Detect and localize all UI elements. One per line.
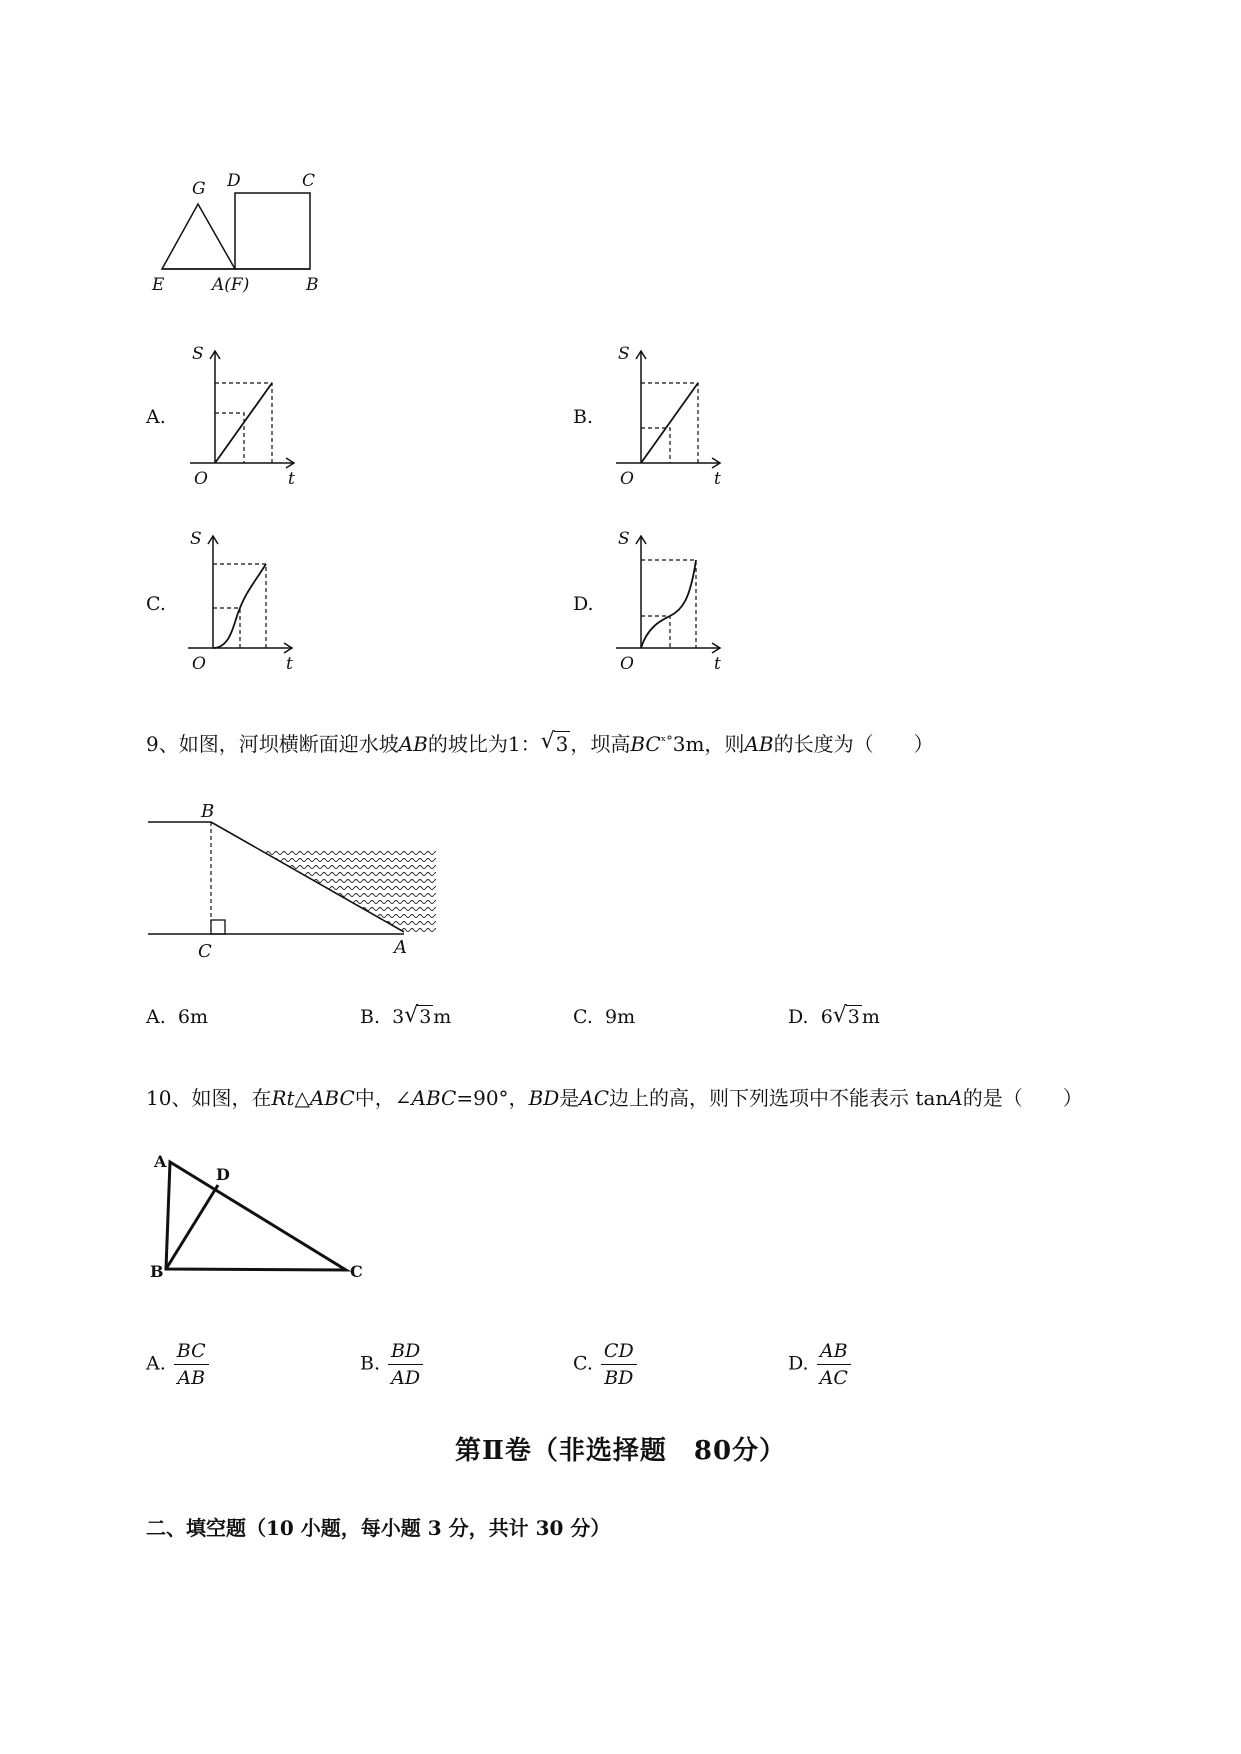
q9-text-mid3: 3m，则	[672, 732, 745, 756]
axis-s: S	[190, 529, 202, 549]
q9-text-mid2: ，坝高	[570, 732, 631, 756]
label-d: D	[227, 171, 241, 191]
q8-option-a-graph[interactable]	[186, 344, 306, 489]
q9-text-suffix: 的长度为（ ）	[773, 732, 934, 756]
q9-ab2: AB	[744, 732, 774, 756]
q8-option-b-label: B.	[573, 406, 594, 428]
axis-s: S	[192, 344, 204, 364]
axis-o: O	[194, 469, 208, 489]
tri-label-a: A	[154, 1152, 167, 1171]
label-af: A(F)	[212, 275, 250, 295]
q10-option-d[interactable]: D. $\frac{AB}{AC}$	[788, 1340, 851, 1389]
axis-t: t	[714, 469, 721, 489]
q9-stem	[146, 728, 934, 757]
dam-label-c: C	[198, 941, 212, 962]
tri-label-d: D	[216, 1165, 230, 1184]
q10-text-mid1: 中，∠	[354, 1086, 412, 1110]
q9-option-b[interactable]: B. 3 √ 3 m	[360, 1003, 452, 1028]
q10-option-a[interactable]: A. $\frac{BC}{AB}$	[146, 1340, 209, 1389]
axis-t: t	[286, 654, 293, 674]
label-b: B	[306, 275, 319, 295]
q9-text-mid1: 的坡比为1：	[427, 732, 541, 756]
axis-s: S	[618, 344, 630, 364]
label-c: C	[302, 171, 316, 191]
q9-option-d[interactable]: D. 6 √ 3 m	[788, 1003, 880, 1028]
q9-option-c[interactable]: C. 9m	[573, 1006, 636, 1028]
q10-ac: AC	[579, 1086, 610, 1110]
q10-abc: ABC	[411, 1086, 457, 1110]
q10-text-mid4: 边上的高，则下列选项中不能表示 tan	[609, 1086, 949, 1110]
q8-option-c-label: C.	[146, 593, 166, 615]
q10-text-prefix: 10、如图，在	[146, 1086, 272, 1110]
dam-figure	[146, 800, 446, 970]
axis-t: t	[714, 654, 721, 674]
q9-sqrt: √ 3	[540, 729, 569, 756]
q10-text-mid2: =90°，	[456, 1086, 529, 1110]
section-title: 第Ⅱ卷（非选择题 80分）	[454, 1436, 787, 1466]
q10-bd: BD	[528, 1086, 560, 1110]
q9-text-prefix: 9、如图，河坝横断面迎水坡	[146, 732, 399, 756]
q10-option-c[interactable]: C. $\frac{CD}{BD}$	[573, 1340, 637, 1389]
tri-label-b: B	[150, 1262, 164, 1281]
dam-label-a: A	[394, 937, 407, 958]
label-g: G	[192, 179, 206, 199]
axis-o: O	[192, 654, 206, 674]
right-triangle-figure	[146, 1150, 386, 1290]
q8-option-c-graph[interactable]	[184, 529, 304, 674]
q9-glyph: ˣ°	[660, 734, 673, 749]
axis-o: O	[620, 654, 634, 674]
q10-option-b[interactable]: B. $\frac{BD}{AD}$	[360, 1340, 423, 1389]
q9-bc: BC	[630, 732, 661, 756]
label-e: E	[152, 275, 165, 295]
q10-a: A	[948, 1086, 963, 1110]
q10-stem	[146, 1082, 1083, 1111]
q8-option-a-label: A.	[146, 406, 166, 428]
q8-option-b-graph[interactable]	[612, 344, 732, 489]
tri-label-c: C	[350, 1262, 363, 1281]
axis-t: t	[288, 469, 295, 489]
q10-text-suffix: 的是（ ）	[962, 1086, 1083, 1110]
q8-option-d-label: D.	[573, 593, 594, 615]
dam-label-b: B	[201, 801, 215, 822]
axis-s: S	[618, 529, 630, 549]
section-subtitle: 二、填空题（10 小题，每小题 3 分，共计 30 分）	[146, 1516, 611, 1540]
q9-option-a[interactable]: A. 6m	[146, 1006, 208, 1028]
q10-tri: Rt△ABC	[271, 1086, 355, 1110]
q10-text-mid3: 是	[559, 1086, 580, 1110]
q8-option-d-graph[interactable]	[612, 529, 732, 674]
triangle-square-figure	[150, 168, 330, 298]
axis-o: O	[620, 469, 634, 489]
q9-ab: AB	[398, 732, 428, 756]
